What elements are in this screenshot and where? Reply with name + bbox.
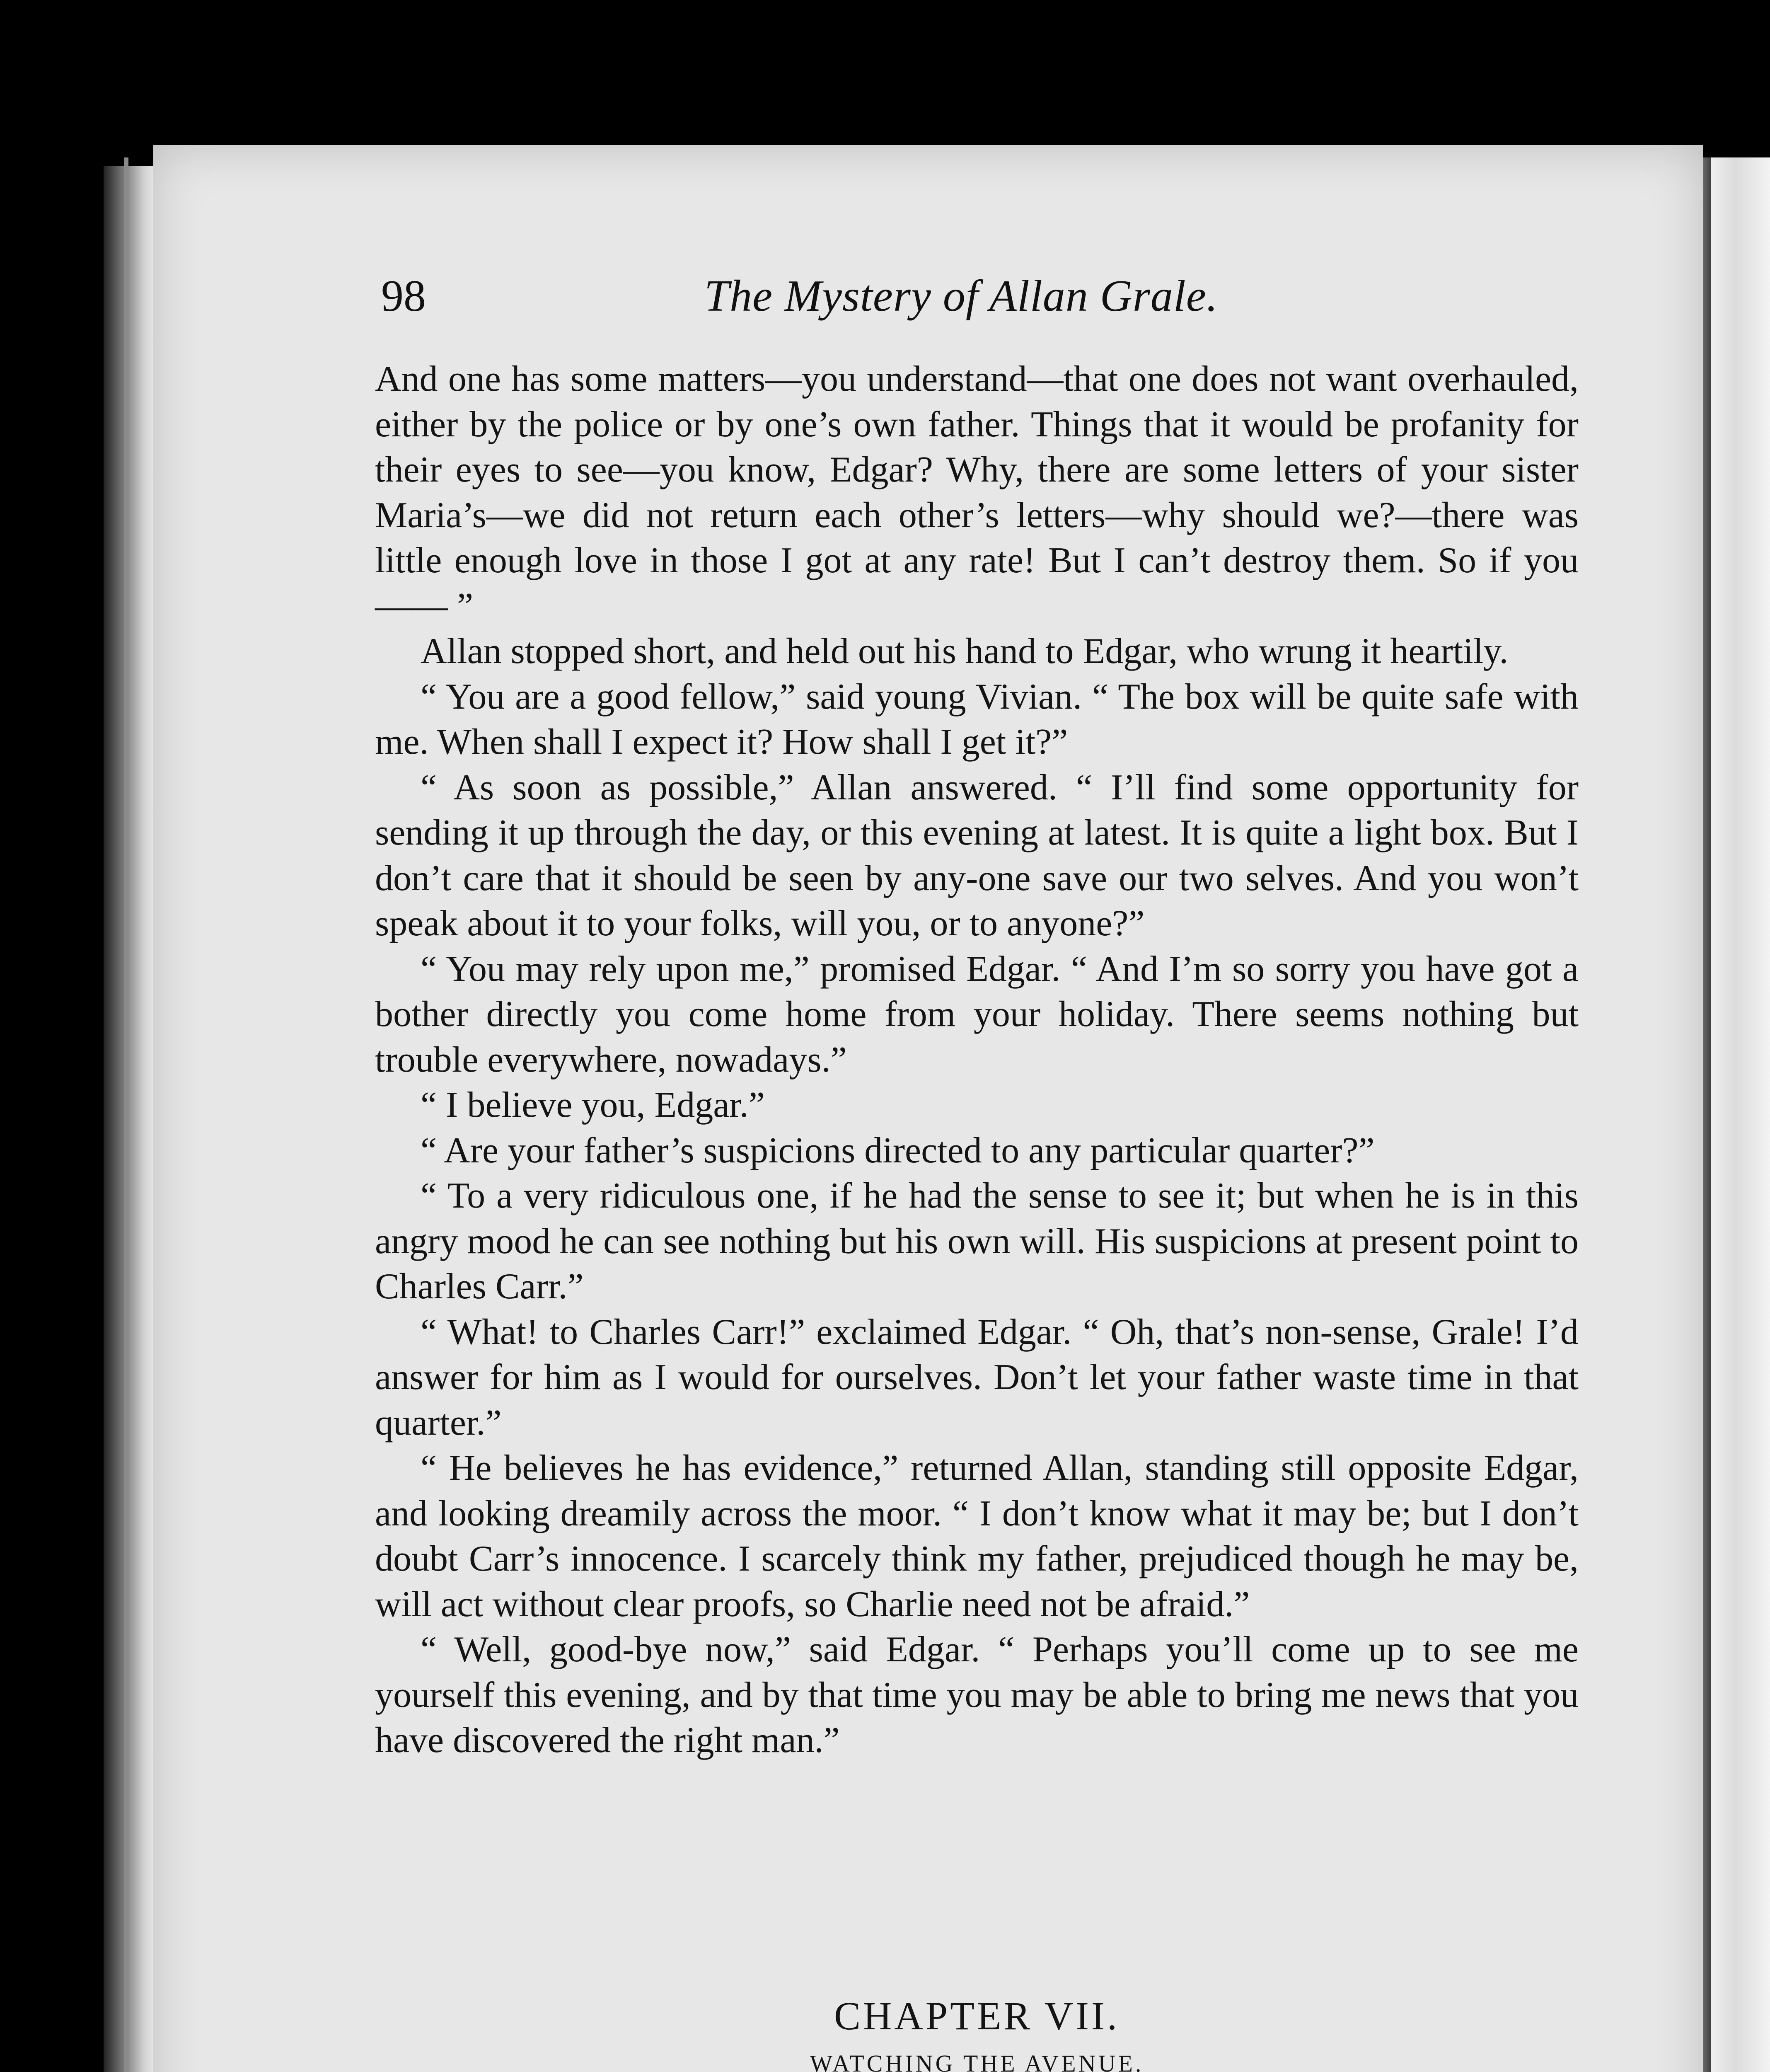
paragraph: “ Well, good-bye now,” said Edgar. “ Perhaps you’ll come up to see me yourself this evening, and by that time you may be able to bring me news that you have discovered the right man.”: [375, 1629, 1579, 1760]
chapter-title: CHAPTER VII.: [834, 1994, 1120, 2038]
paragraph: “ As soon as possible,” Allan answered. “ I’ll find some opportunity for sending it up through the day, or this evening at latest. It is quite a light box. But I don’t care that it should be seen by any-one save our two selves. And you won’t speak about it to your folks, will you, or to anyone?”: [375, 767, 1579, 944]
paragraph: Allan stopped short, and held out his hand to Edgar, who wrung it heartily.: [421, 631, 1509, 671]
running-head: [381, 265, 1574, 327]
page-number: 98: [381, 271, 426, 321]
running-title: The Mystery of Allan Grale.: [704, 271, 1218, 321]
paragraph: And one has some matters—you understand—that one does not want overhauled, either by the police or by one’s own father. Things that it would be profanity for their eyes to see—you know, Edgar? Why, there are some letters of your sister Maria’s—we did not return each other’s letters—why should we?—there was little enough love in those I got at any rate! But I can’t destroy them. So if you—— ”: [375, 359, 1579, 626]
page-border-left: [124, 157, 128, 2072]
paragraph: “ To a very ridiculous one, if he had the sense to see it; but when he is in this angry mood he can see nothing but his own will. His suspicions at present point to Charles Carr.”: [375, 1176, 1579, 1307]
paragraph: “ I believe you, Edgar.”: [421, 1085, 765, 1125]
paragraph: “ He believes he has evidence,” returned Allan, standing still opposite Edgar, and looking dreamily across the moor. “ I don’t know what it may be; but I don’t doubt Carr’s innocence. I scarcely think my father, prejudiced though he may be, will act without clear proofs, so Charlie need not be afraid.”: [375, 1448, 1579, 1624]
chapter-subtitle: WATCHING THE AVENUE.: [810, 2050, 1144, 2072]
paragraph: “ Are your father’s suspicions directed to any particular quarter?”: [421, 1130, 1375, 1171]
paragraph: “ You may rely upon me,” promised Edgar. “ And I’m so sorry you have got a bother directly you come home from your holiday. There seems nothing but trouble everywhere, nowadays.”: [375, 949, 1579, 1080]
right-page-edge: [1711, 157, 1770, 2072]
paragraph: “ You are a good fellow,” said young Vivian. “ The box will be quite safe with me. When shall I expect it? How shall I get it?”: [375, 676, 1579, 762]
chapter-heading: [375, 1989, 1579, 2072]
paragraph: “ What! to Charles Carr!” exclaimed Edgar. “ Oh, that’s non-sense, Grale! I’d answer for him as I would for ourselves. Don’t let your father waste time in that quarter.”: [375, 1312, 1579, 1443]
body-text: [375, 356, 1579, 1763]
left-page-edge: [104, 166, 153, 2072]
